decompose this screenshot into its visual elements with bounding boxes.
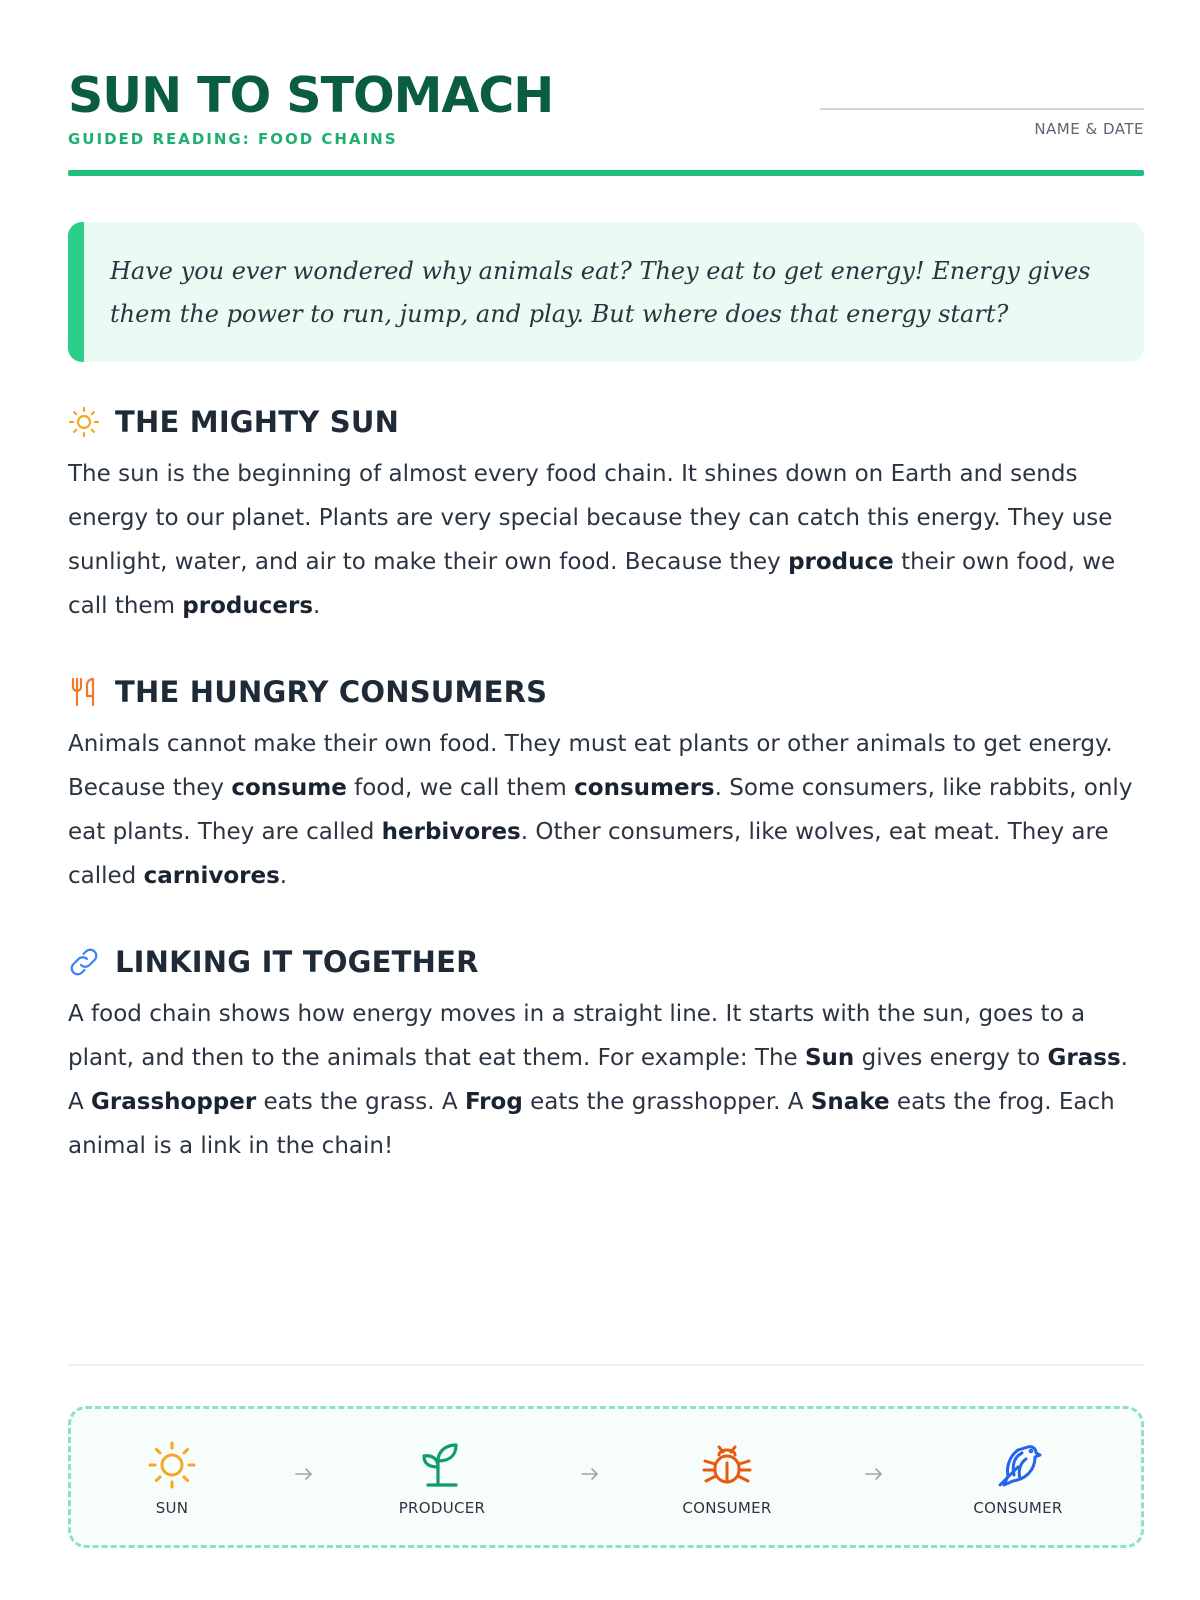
sun-icon	[146, 1439, 198, 1491]
header-divider	[68, 170, 1144, 176]
bug-icon	[701, 1439, 753, 1491]
sprout-icon	[416, 1439, 468, 1491]
body-text: eats the frog. Each animal is a link in the chain!	[68, 1089, 1115, 1159]
bold-term: carnivores	[143, 863, 280, 889]
section-heading	[68, 942, 1144, 982]
arrow-right-icon	[580, 1467, 600, 1481]
bold-term: herbivores	[381, 819, 521, 845]
section-heading	[68, 672, 1144, 712]
intro-text: Have you ever wondered why animals eat? They eat to get energy! Energy gives them the power to run, jump, and play. But where does that energy start?	[110, 257, 1091, 328]
bold-term: Grasshopper	[91, 1089, 257, 1115]
section-hungry-consumers	[68, 672, 1144, 898]
body-text: .	[313, 593, 321, 619]
arrow-right-icon	[294, 1467, 314, 1481]
body-text: . Other consumers, like wolves, eat meat. They are called	[68, 819, 1109, 889]
body-text: eats the grass. A	[256, 1089, 465, 1115]
section-body	[68, 452, 1144, 628]
page-title: SUN TO STOMACH	[68, 67, 554, 124]
food-chain-strip	[68, 1406, 1144, 1548]
body-text: . Some consumers, like rabbits, only eat plants. They are called	[68, 775, 1133, 845]
header	[68, 66, 1144, 180]
chain-label: PRODUCER	[398, 1499, 486, 1517]
worksheet-page	[68, 0, 1144, 1600]
body-text: Animals cannot make their own food. They must eat plants or other animals to get energy. Because they	[68, 731, 1113, 801]
section-mighty-sun	[68, 402, 1144, 628]
body-text: .	[279, 863, 288, 889]
body-text: . A	[68, 1045, 1128, 1115]
chain-label: SUN	[155, 1499, 189, 1517]
body-text: eats the grasshopper. A	[522, 1089, 811, 1115]
body-text: gives energy to	[854, 1045, 1048, 1071]
bold-term: producers	[182, 593, 314, 619]
chain-label: CONSUMER	[973, 1499, 1063, 1517]
chain-item-producer	[372, 1439, 512, 1517]
chain-label: CONSUMER	[682, 1499, 772, 1517]
bold-term: Sun	[804, 1045, 855, 1071]
section-heading	[68, 402, 1144, 442]
body-text: A food chain shows how energy moves in a straight line. It starts with the sun, goes to a plant, and then to the animals that eat them. For example: The	[68, 1001, 1086, 1071]
bold-term: consume	[231, 775, 347, 801]
chain-item-consumer-bug	[657, 1439, 797, 1517]
bird-icon	[992, 1439, 1044, 1491]
name-date-label: NAME & DATE	[1034, 120, 1144, 138]
footer-divider	[68, 1364, 1144, 1366]
bold-term: consumers	[574, 775, 715, 801]
section-title: THE MIGHTY SUN	[115, 405, 400, 439]
section-body	[68, 992, 1144, 1168]
intro-callout	[68, 222, 1144, 362]
section-linking-together	[68, 942, 1144, 1168]
arrow-right-icon	[864, 1467, 884, 1481]
section-title: THE HUNGRY CONSUMERS	[115, 675, 548, 709]
page-subtitle: GUIDED READING: FOOD CHAINS	[68, 130, 398, 148]
link-icon	[68, 946, 100, 978]
body-text: food, we call them	[346, 775, 575, 801]
utensils-icon	[68, 676, 100, 708]
name-date-line[interactable]	[820, 108, 1144, 110]
sun-icon	[68, 406, 100, 438]
bold-term: Snake	[810, 1089, 890, 1115]
body-text: The sun is the beginning of almost every food chain. It shines down on Earth and sends energy to our planet. Plants are very special because they can catch this energy. They use sunlight, water, and air to make their own food. Because they	[68, 461, 1113, 575]
chain-item-sun	[102, 1439, 242, 1517]
section-body	[68, 722, 1144, 898]
body-text: their own food, we call them	[68, 549, 1116, 619]
section-title: LINKING IT TOGETHER	[115, 945, 479, 979]
bold-term: Grass	[1047, 1045, 1121, 1071]
bold-term: Frog	[464, 1089, 523, 1115]
chain-item-consumer-bird	[948, 1439, 1088, 1517]
bold-term: produce	[788, 549, 894, 575]
